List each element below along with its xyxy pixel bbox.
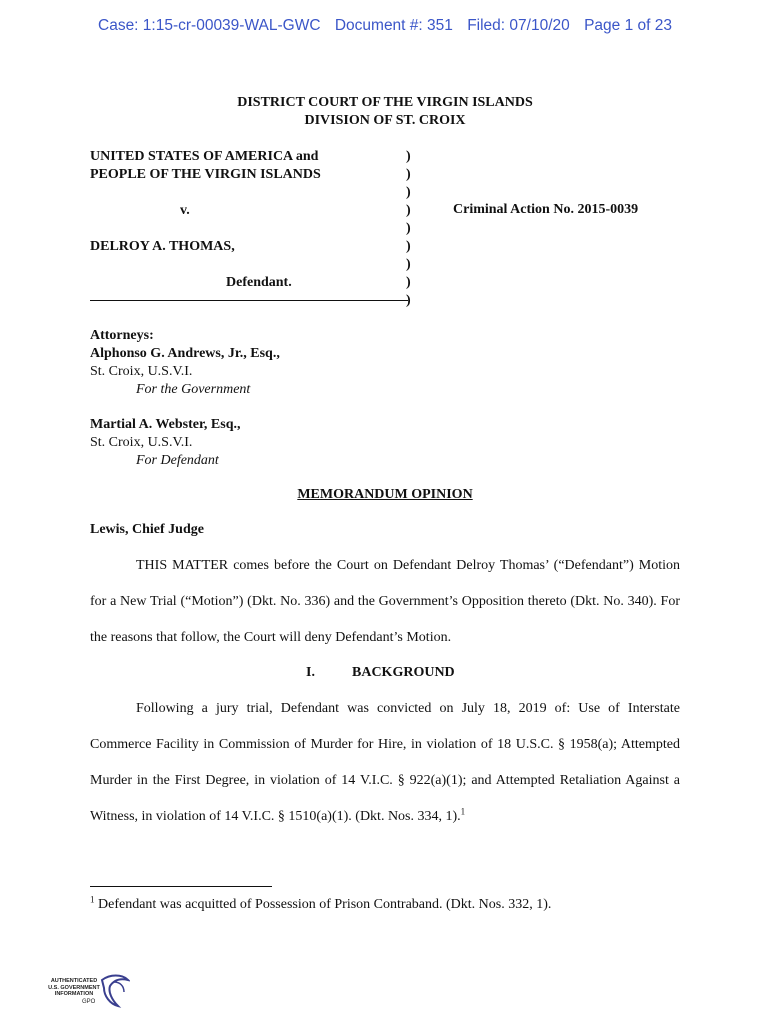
paren: ) [406,203,411,218]
paragraph-text: Following a jury trial, Defendant was convicted on July 18, 2019 of: Use of Interstate Commerce Facility in Commission of Murder for Hire, in violation of 18 U.S.C. § 1958(a); Attempted Murder in the First Degree, in violation of 14 V.I.C. § 922(a)(1); and Attempted Retaliation Against a Witness, in violation of 14 V.I.C. § 1510(a)(1). (Dkt. Nos. 334, 1). [90,701,680,824]
footnote [90,894,690,913]
gpo-label: GPO [82,999,96,1005]
case-number: Case: 1:15-cr-00039-WAL-GWC [98,17,321,34]
defense-attorney-name: Martial A. Webster, Esq., [90,417,241,432]
government-attorney-location: St. Croix, U.S.V.I. [90,364,193,379]
defense-attorney-location: St. Croix, U.S.V.I. [90,435,193,450]
background-paragraph [90,691,680,835]
filed-date: Filed: 07/10/20 [467,17,570,34]
attorneys-heading: Attorneys: [90,328,154,343]
government-attorney-role: For the Government [136,382,251,397]
government-attorney-name: Alphonso G. Andrews, Jr., Esq., [90,346,280,361]
caption-parentheses [406,148,411,310]
gpo-authentication-seal [44,972,132,1014]
footnote-rule [90,886,272,887]
eagle-icon [96,972,130,1014]
criminal-action-number: Criminal Action No. 2015-0039 [453,202,639,217]
attorneys-defense [90,416,241,470]
paren: ) [406,275,411,290]
defense-attorney-role: For Defendant [136,453,219,468]
paren: ) [406,167,411,182]
memorandum-title: MEMORANDUM OPINION [297,487,473,502]
section-title: BACKGROUND [352,665,455,680]
attorneys-government [90,327,280,399]
footnote-text: Defendant was acquitted of Possession of Prison Contraband. (Dkt. Nos. 332, 1). [98,897,552,912]
plaintiff-line-2: PEOPLE OF THE VIRGIN ISLANDS [90,167,321,182]
court-division: DIVISION OF ST. CROIX [304,113,466,128]
paren: ) [406,185,411,200]
paren: ) [406,221,411,236]
intro-paragraph [90,548,680,656]
plaintiff-line-1: UNITED STATES OF AMERICA and [90,149,319,164]
caption-parties [90,148,408,292]
gpo-seal-text: AUTHENTICATED U.S. GOVERNMENT INFORMATION [48,978,100,997]
footnote-marker: 1 [90,894,95,905]
paren: ) [406,293,411,308]
footnote-reference[interactable]: 1 [460,806,466,817]
section-number: I. [306,665,315,680]
paren: ) [406,239,411,254]
paragraph-text: THIS MATTER comes before the Court on Defendant Delroy Thomas’ (“Defendant”) Motion for a New Trial (“Motion”) (Dkt. No. 336) and the Government’s Opposition thereto (Dkt. No. 340). For the reasons that follow, the Court will deny Defendant’s Motion. [90,558,680,645]
defendant-name: DELROY A. THOMAS, [90,239,235,254]
judge-name: Lewis, Chief Judge [90,522,204,537]
document-number: Document #: 351 [334,17,453,34]
paren: ) [406,149,411,164]
caption-rule [90,300,408,301]
page-indicator: Page 1 of 23 [584,17,672,34]
document-header [0,17,770,35]
court-heading [0,94,770,130]
court-name: DISTRICT COURT OF THE VIRGIN ISLANDS [237,95,533,110]
paren: ) [406,257,411,272]
defendant-role: Defendant. [226,275,292,290]
versus: v. [180,203,190,218]
